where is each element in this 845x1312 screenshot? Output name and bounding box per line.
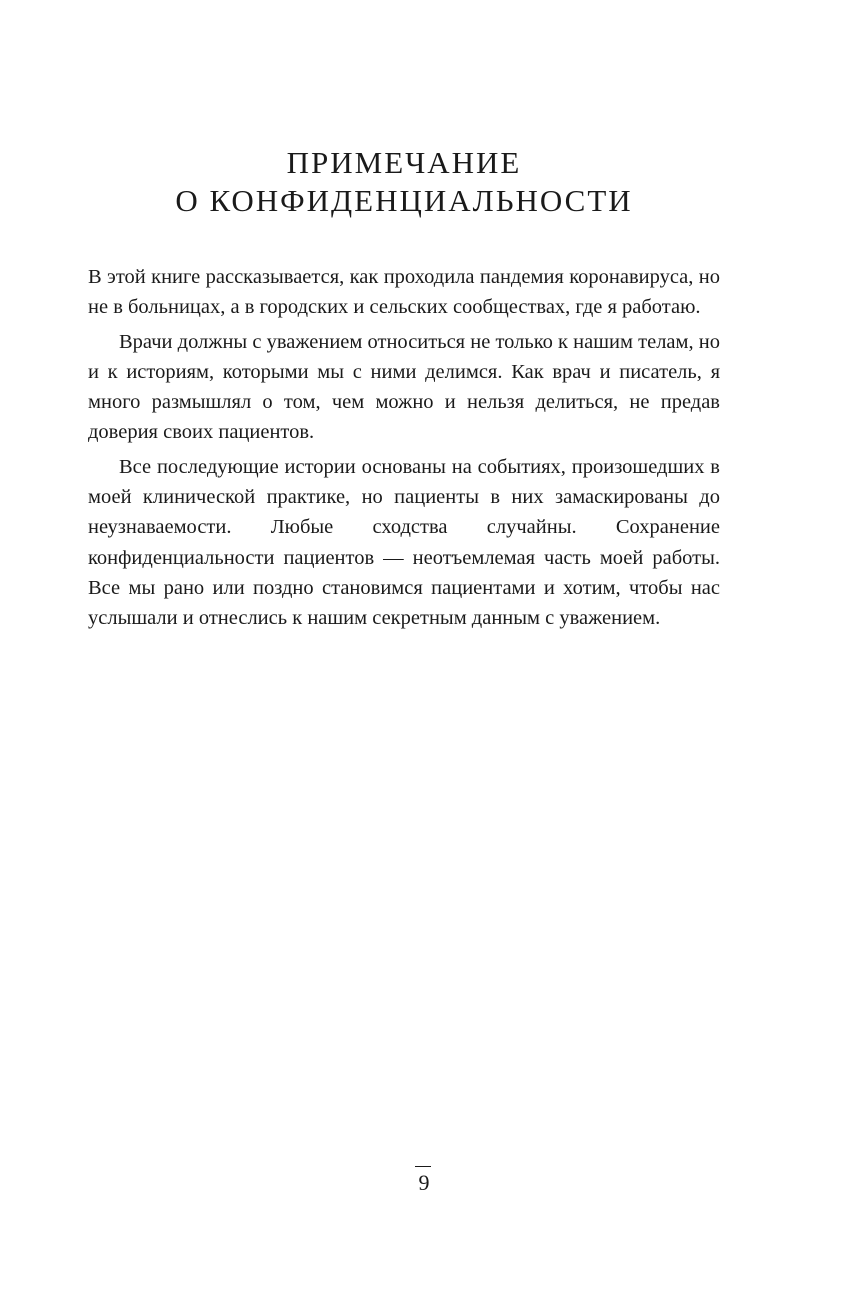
paragraph-2: Врачи должны с уважением относиться не только к нашим телам, но и к историям, которыми мы с ними делимся. Как врач и писатель, я много размышлял о том, чем можно и нельзя делиться, не предав доверия своих пациентов. [88,330,720,444]
page-number-rule [415,1166,431,1167]
page-title [88,144,720,220]
body-text [88,262,720,634]
paragraph-3: Все последующие истории основаны на событиях, произошедших в моей клинической практике, но пациенты в них замаскированы до неузнаваемости. Любые сходства случайны. Сохранение конфиденциальности пациентов — неотъемлемая часть моей работы. Все мы рано или поздно становимся пациентами и хотим, чтобы нас услышали и отнеслись к нашим секретным данным с уважением. [88,455,720,630]
page-number: 9 [418,1170,430,1195]
title-line-1: ПРИМЕЧАНИЕ [286,145,522,180]
paragraph-1: В этой книге рассказывается, как проходила пандемия коронавируса, но не в больницах, а в городских и сельских сообществах, где я работаю. [88,266,720,319]
title-line-2: О КОНФИДЕНЦИАЛЬНОСТИ [175,183,633,218]
page-footer [0,1166,845,1196]
